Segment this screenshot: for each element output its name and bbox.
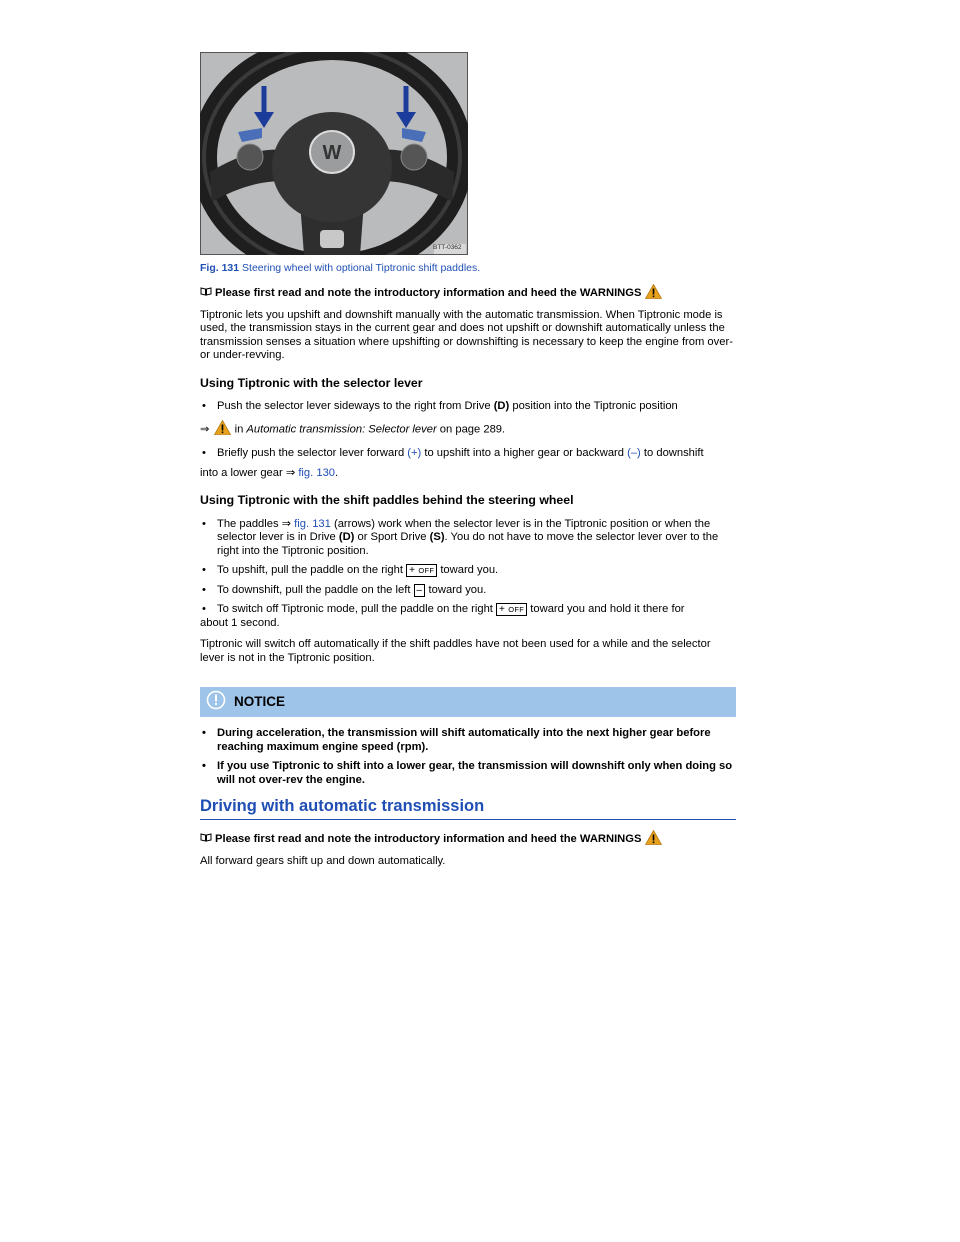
fig-130-link[interactable]: fig. 130 [298,466,336,479]
section2-intro-text: Please first read and note the introductory information and heed the WARNINGS [215,833,642,845]
key-off: OFF [418,566,435,575]
paddles-heading: Using Tiptronic with the shift paddles behind the steering wheel [200,493,574,507]
text: into a lower gear ⇒ [200,466,299,479]
body-paragraph: Tiptronic lets you upshift and downshift manually with the automatic transmission. When Tiptronic mode is used, the transmission stays in the current gear and does not upshift or downshift automatically unless the transmission senses a situation where upshifting or downshifting is necessary to keep the engine from over- or under-revving. [200,308,733,361]
plus-off-key [406,564,437,577]
plus-symbol: (+) [407,447,422,459]
text: on page 289. [436,423,506,436]
minus-key [414,584,426,597]
book-icon [200,833,212,847]
warning-icon [645,284,662,304]
text: . [335,466,339,479]
intro-line [200,284,736,304]
text: . You do not have to move the selector lever over to the right into the Tiptronic position. [217,531,719,557]
text: (arrows) work when the selector lever is in the Tiptronic position or when the selector lever is in Drive [217,517,711,543]
notice-title: NOTICE [234,694,286,710]
book-icon [200,287,212,301]
key-off: OFF [508,605,525,614]
notice-item-2: • If you use Tiptronic to shift into a lower gear, the transmission will downshift only when doing so will not over-rev the engine. [200,760,736,787]
figure-caption-text: Steering wheel with optional Tiptronic shift paddles. [242,262,481,274]
paddles-bullet-1 [200,518,736,559]
figure-code: BTT-0362 [433,244,462,251]
text: toward you and hold it there for [527,603,685,615]
text: toward you. [425,583,487,596]
drive-d: (D) [493,400,510,412]
text: To downshift, pull the paddle on the left [217,583,414,596]
closing-paragraph: Tiptronic will switch off automatically if the shift paddles have not been used for a while and the selector lever is not in the Tiptronic position. [200,638,711,664]
notice-box [200,687,736,717]
figure-caption-label: Fig. 131 [200,262,240,274]
text: to downshift [640,447,704,459]
paddles-bullet-2 [200,564,736,578]
text: in [231,423,247,436]
section2-text: All forward gears shift up and down automatically. [200,854,446,867]
steering-wheel-figure [200,52,468,255]
section-heading: Driving with automatic transmission [200,797,736,820]
key-minus: – [416,584,423,596]
main-content [200,284,736,793]
plus-off-key [496,603,527,616]
minus-symbol: (–) [627,447,641,459]
steering-wheel-illustration [200,52,468,255]
notice-item-1: • During acceleration, the transmission will shift automatically into the next higher gear before reaching maximum engine speed (rpm). [200,727,736,754]
paddles-bullet-3 [200,584,736,598]
reference-title: Automatic transmission: Selector lever [246,423,437,436]
text: The paddles ⇒ [217,517,295,530]
svg-text:W: W [322,142,342,164]
paddles-bullet-4 [200,603,736,617]
figure-caption [200,262,480,274]
text: toward you. [437,564,499,576]
text: position into the Tiptronic position [509,400,678,412]
text: Briefly push the selector lever forward [217,447,408,459]
fig-131-link[interactable]: fig. 131 [294,517,331,530]
paddles-bullet-4-cont: about 1 second. [200,616,280,629]
key-plus: + [499,604,506,615]
warning-icon [645,830,662,850]
section2-content [200,830,736,878]
section2-intro-line [200,830,736,850]
intro-text: Please first read and note the introductory information and heed the WARNINGS [215,287,642,299]
text: or Sport Drive [354,531,430,543]
selector-bullet-1-cont [200,420,736,440]
selector-bullet-2 [200,447,736,461]
warning-icon [214,420,231,440]
text: To upshift, pull the paddle on the right [217,564,407,576]
drive-d: (D) [338,531,355,543]
text: Push the selector lever sideways to the right from Drive [217,400,494,412]
arrow: ⇒ [200,423,210,436]
selector-bullet-1 [200,400,736,414]
selector-heading: Using Tiptronic with the selector lever [200,375,423,390]
sport-s: (S) [429,531,445,543]
key-plus: + [409,565,416,576]
selector-bullet-2-cont [200,467,736,481]
text: To switch off Tiptronic mode, pull the paddle on the right [217,603,497,615]
text: to upshift into a higher gear or backward [421,447,628,459]
exclamation-icon [206,690,226,715]
